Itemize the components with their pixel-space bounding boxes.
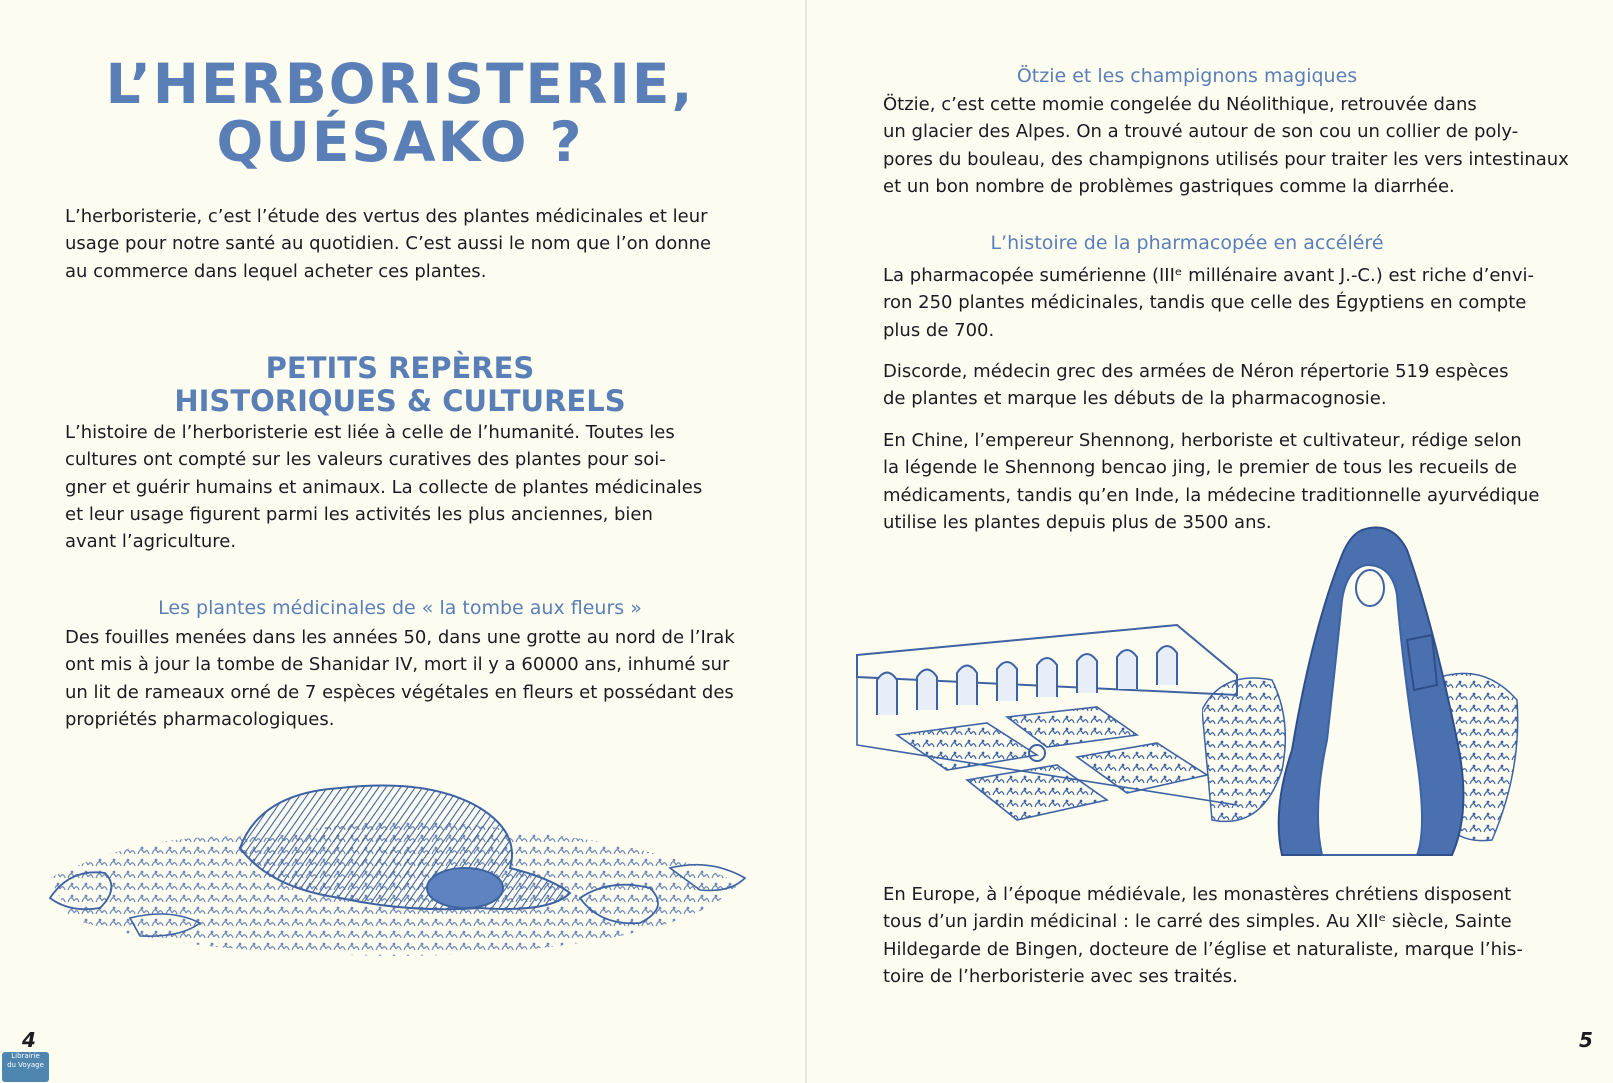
text-line: En Europe, à l’époque médiévale, les monastères chrétiens disposent: [883, 884, 1512, 905]
europe-paragraph: [883, 881, 1523, 990]
text-line: un lit de rameaux orné de 7 espèces végétales en fleurs et possédant des: [65, 681, 734, 703]
text-line: et leur usage figurent parmi les activités les plus anciennes, bien: [65, 503, 653, 525]
text-line: La pharmacopée sumérienne (IIIᵉ millénaire avant J.-C.) est riche d’envi-: [883, 265, 1534, 286]
text-line: toire de l’herboristerie avec ses traités.: [883, 965, 1238, 987]
text-line: de plantes et marque les débuts de la pharmacognosie.: [883, 388, 1387, 410]
text-line: Hildegarde de Bingen, docteure de l’église et naturaliste, marque l’his-: [883, 938, 1523, 960]
text-line: Discorde, médecin grec des armées de Néron répertorie 519 espèces: [883, 361, 1509, 382]
text-line: L’histoire de l’herboristerie est liée à celle de l’humanité. Toutes les: [65, 422, 675, 443]
left-page: [0, 0, 806, 1083]
section-title: [70, 352, 730, 418]
subheading-otzi: Ötzie et les champignons magiques: [1016, 65, 1358, 87]
intro-paragraph: [65, 203, 711, 285]
subheading-tomb: Les plantes médicinales de « la tombe aux fleurs »: [158, 597, 642, 619]
text-line: la légende le Shennong bencao jing, le premier de tous les recueils de: [883, 457, 1517, 479]
nun-hildegarde-illustration: [1202, 510, 1527, 870]
text-line: usage pour notre santé au quotidien. C’est aussi le nom que l’on donne: [65, 233, 712, 255]
text-line: avant l’agriculture.: [65, 531, 237, 553]
page-title: [70, 52, 730, 174]
title-line: QUÉSAKO ?: [216, 110, 584, 174]
text-line: Des fouilles menées dans les années 50, dans une grotte au nord de l’Irak: [65, 627, 735, 648]
text-line: et un bon nombre de problèmes gastriques comme la diarrhée.: [883, 175, 1455, 197]
watermark-line: Librairie: [11, 1052, 40, 1060]
text-line: gner et guérir humains et animaux. La collecte de plantes médicinales: [65, 476, 703, 498]
shanidar-burial-illustration: [10, 748, 770, 993]
text-line: cultures ont compté sur les valeurs curatives des plantes pour soi-: [65, 449, 666, 471]
text-line: L’herboristerie, c’est l’étude des vertus des plantes médicinales et leur: [65, 206, 708, 227]
text-line: pores du bouleau, des champignons utilisés pour traiter les vers intestinaux: [883, 148, 1569, 170]
history-paragraph: [65, 419, 702, 555]
subheading-pharmacopee: L’histoire de la pharmacopée en accéléré: [990, 232, 1384, 254]
page-number-left: 4: [22, 1028, 36, 1052]
text-line: utilise les plantes depuis plus de 3500 ans.: [883, 511, 1272, 533]
right-page: [807, 0, 1613, 1083]
text-line: Ötzie, c’est cette momie congelée du Néolithique, retrouvée dans: [883, 94, 1477, 115]
text-line: au commerce dans lequel acheter ces plantes.: [65, 260, 487, 282]
text-line: propriétés pharmacologiques.: [65, 708, 335, 730]
watermark-line: du Voyage: [7, 1061, 44, 1069]
page-number-right: 5: [1579, 1028, 1593, 1052]
pharmacopee-paragraph: [883, 262, 1534, 344]
text-line: un glacier des Alpes. On a trouvé autour de son cou un collier de poly-: [883, 121, 1519, 143]
section-title-line: HISTORIQUES & CULTURELS: [174, 384, 626, 418]
watermark-logo: [2, 1052, 49, 1082]
text-line: plus de 700.: [883, 319, 995, 341]
tomb-paragraph: [65, 624, 735, 733]
text-line: médicaments, tandis qu’en Inde, la médecine traditionnelle ayurvédique: [883, 484, 1540, 506]
section-title-line: PETITS REPÈRES: [265, 351, 535, 385]
title-line: L’HERBORISTERIE,: [105, 52, 695, 116]
discorde-paragraph: [883, 358, 1508, 413]
text-line: En Chine, l’empereur Shennong, herboriste et cultivateur, rédige selon: [883, 430, 1522, 451]
text-line: ron 250 plantes médicinales, tandis que celle des Égyptiens en compte: [883, 292, 1527, 314]
otzi-paragraph: [883, 91, 1569, 200]
text-line: tous d’un jardin médicinal : le carré des simples. Au XIIᵉ siècle, Sainte: [883, 911, 1512, 933]
text-line: ont mis à jour la tombe de Shanidar IV, mort il y a 60000 ans, inhumé sur: [65, 654, 730, 676]
